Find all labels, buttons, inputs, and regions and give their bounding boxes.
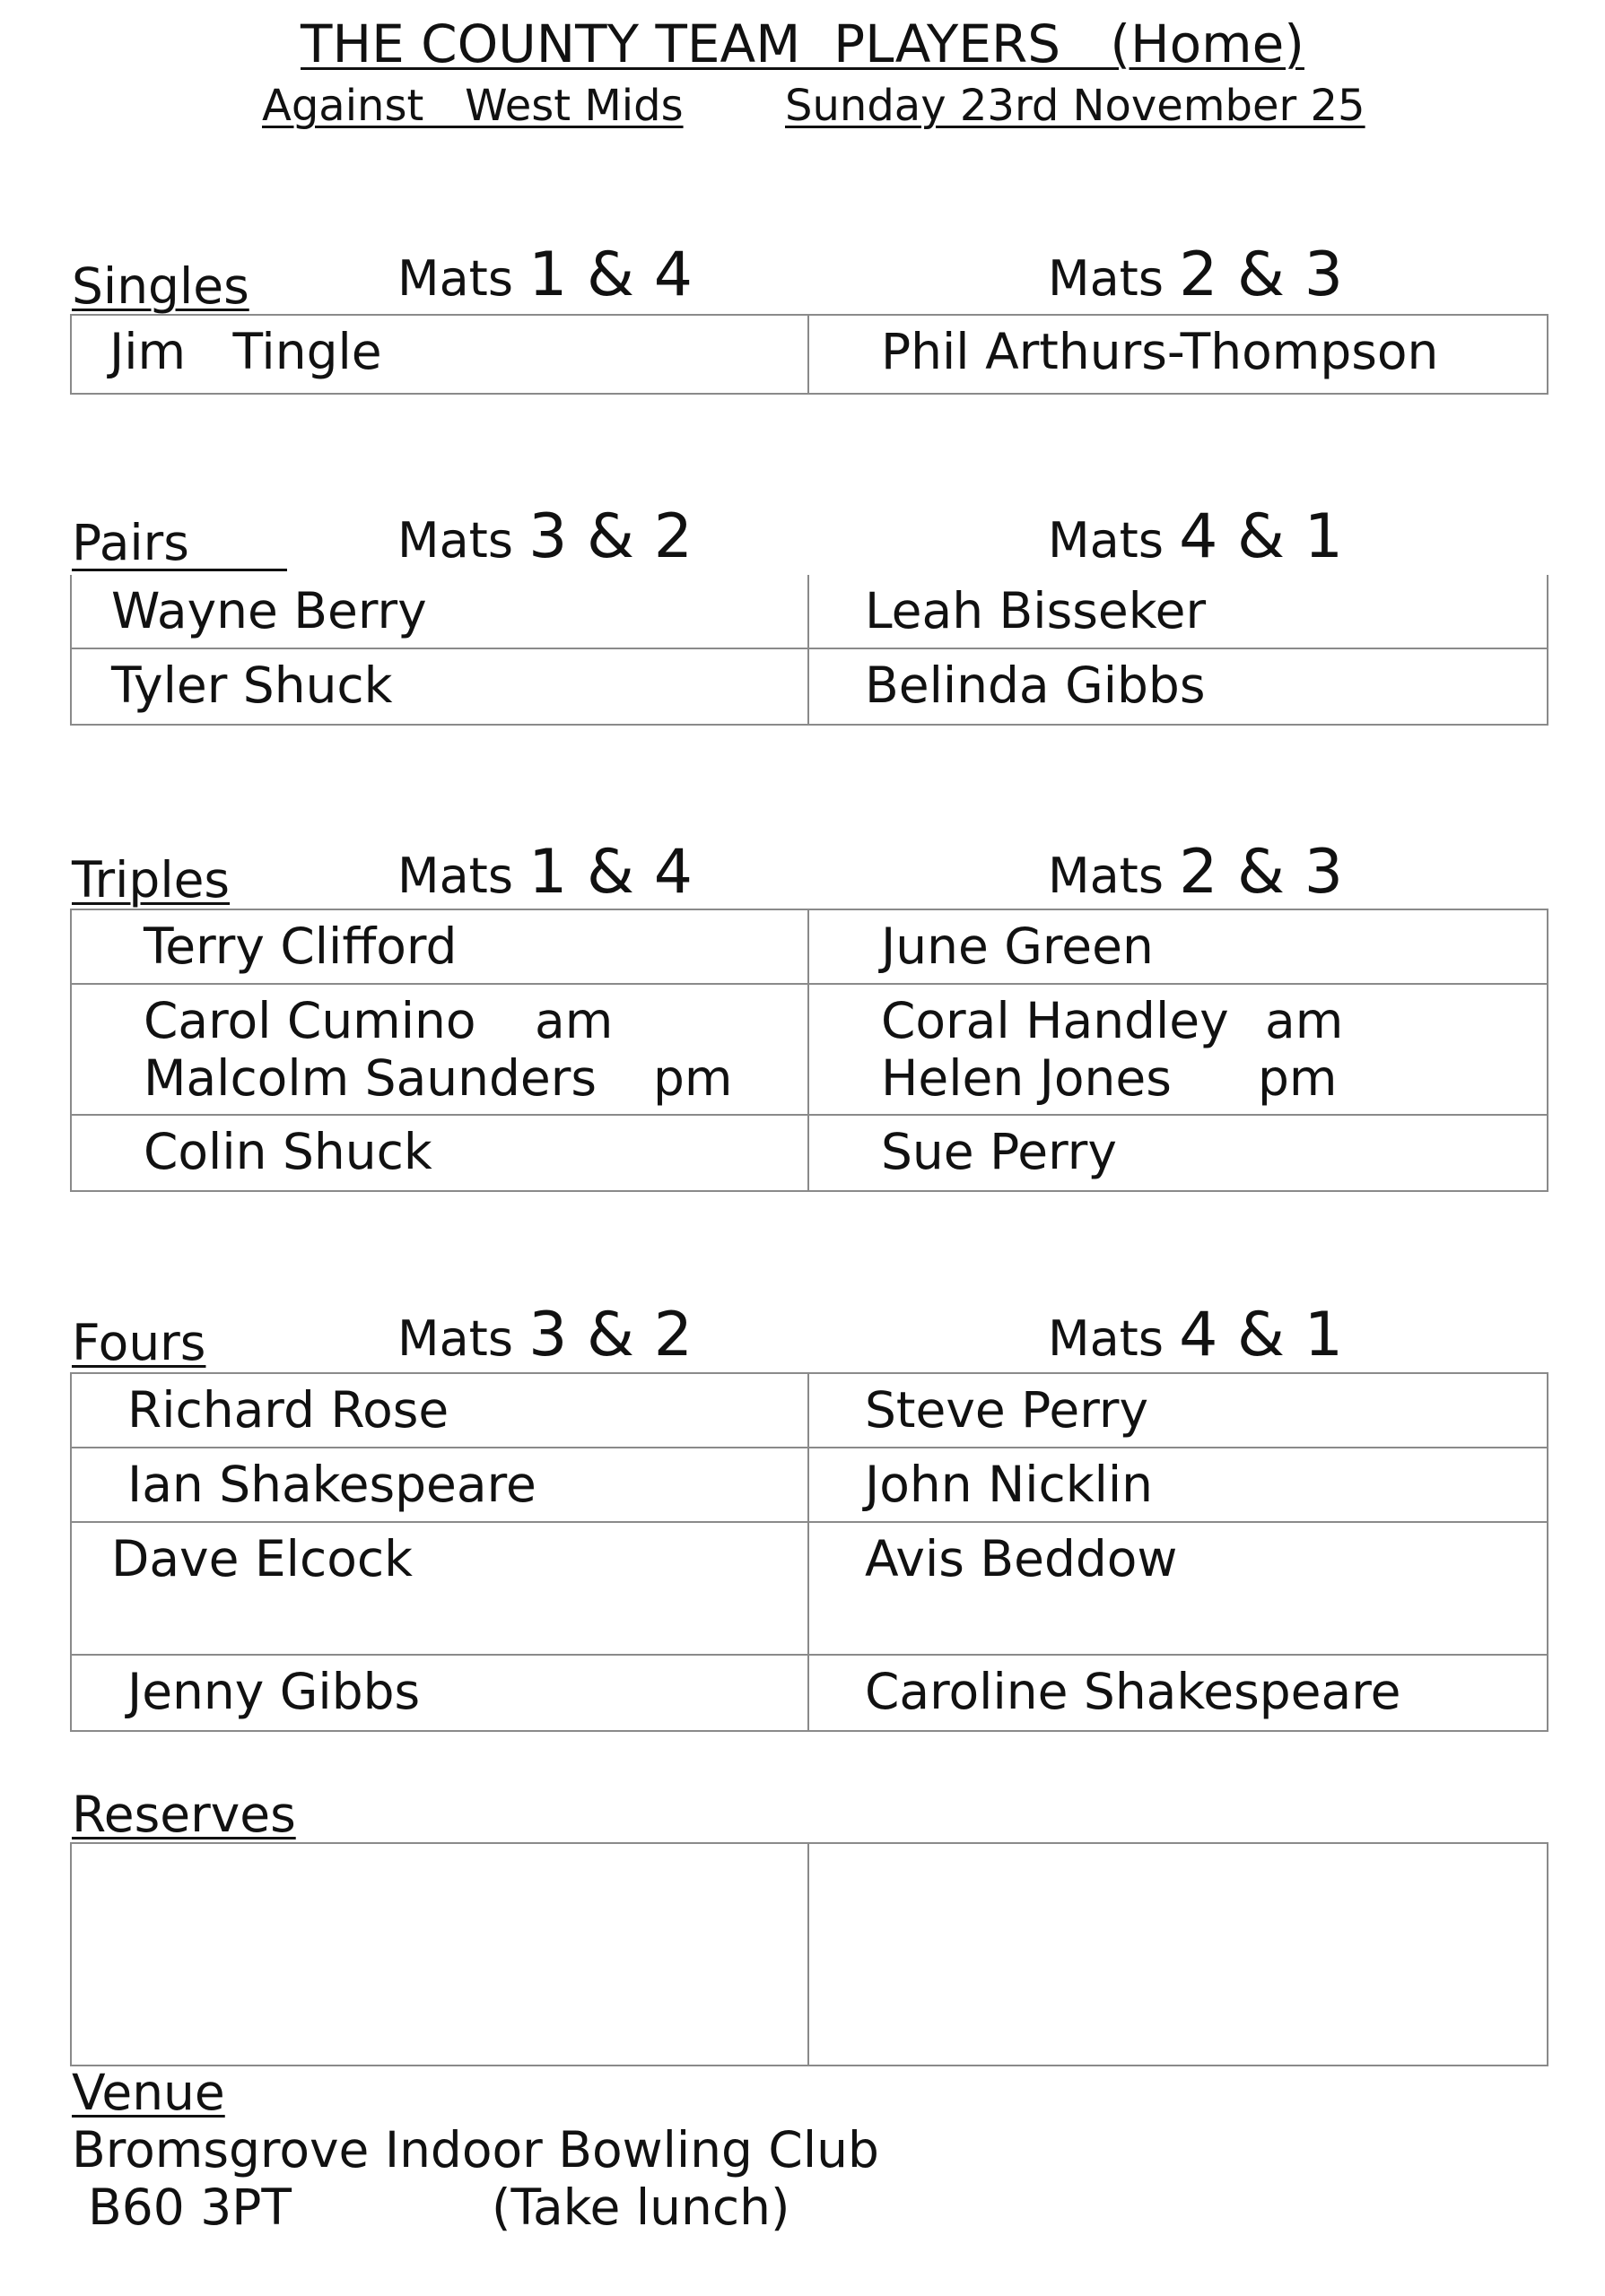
singles-mats-right: Mats 2 & 3: [1048, 239, 1343, 310]
fours-player-left-3: Dave Elcock: [72, 1523, 809, 1656]
pairs-label: Pairs: [72, 517, 287, 571]
reserves-left-cell: [72, 1844, 809, 2065]
reserves-table: [70, 1842, 1548, 2066]
triples-mats-right: Mats 2 & 3: [1048, 837, 1343, 908]
singles-player-right-1: Phil Arthurs-Thompson: [881, 323, 1439, 380]
page-title: THE COUNTY TEAM PLAYERS (Home): [301, 13, 1304, 74]
singles-player-left-1: Jim Tingle: [72, 316, 809, 393]
pairs-player-left-2: Tyler Shuck: [72, 649, 809, 724]
venue-label: Venue: [72, 2064, 225, 2121]
session-am: am: [1265, 992, 1344, 1049]
match-date: Sunday 23rd November 25: [785, 81, 1365, 131]
session-pm: pm: [653, 1049, 733, 1107]
venue-name: Bromsgrove Indoor Bowling Club: [72, 2121, 879, 2179]
triples-player-right-2: Coral Handley am Helen Jones pm: [809, 985, 1547, 1116]
fours-mats-right: Mats 4 & 1: [1048, 1300, 1343, 1370]
pairs-player-left-1: Wayne Berry: [72, 575, 809, 649]
fours-player-right-3: Avis Beddow: [809, 1523, 1547, 1656]
fours-table: [70, 1372, 1548, 1732]
singles-label: Singles: [72, 257, 249, 315]
singles-mats-left: Mats 1 & 4: [397, 239, 693, 310]
fours-player-left-2: Ian Shakespeare: [72, 1448, 809, 1523]
triples-player-left-1: Terry Clifford: [72, 910, 809, 985]
fours-label: Fours: [72, 1314, 206, 1371]
session-pm: pm: [1258, 1049, 1338, 1107]
fours-player-right-2: John Nicklin: [809, 1448, 1547, 1523]
venue-note: (Take lunch): [492, 2179, 790, 2236]
pairs-player-right-2: Belinda Gibbs: [865, 657, 1206, 714]
triples-table: [70, 909, 1548, 1192]
fours-mats-left: Mats 3 & 2: [397, 1300, 693, 1370]
pairs-mats-left: Mats 3 & 2: [397, 501, 693, 572]
triples-player-left-2: Carol Cumino am Malcolm Saunders pm: [72, 985, 809, 1116]
reserves-right-cell: [809, 1844, 1547, 2065]
triples-mats-left: Mats 1 & 4: [397, 837, 693, 908]
fours-player-left-4: Jenny Gibbs: [72, 1656, 809, 1730]
venue-postcode: B60 3PT: [88, 2179, 292, 2236]
triples-player-right-3: Sue Perry: [881, 1123, 1117, 1180]
pairs-mats-right: Mats 4 & 1: [1048, 501, 1343, 572]
pairs-player-right-1: Leah Bisseker: [809, 575, 1547, 649]
fours-player-right-4: Caroline Shakespeare: [865, 1663, 1401, 1720]
fours-player-left-1: Richard Rose: [72, 1374, 809, 1448]
triples-player-left-3: Colin Shuck: [72, 1116, 809, 1190]
session-am: am: [535, 992, 614, 1049]
singles-table: [70, 314, 1548, 395]
triples-player-right-1: June Green: [809, 910, 1547, 985]
fours-player-right-1: Steve Perry: [809, 1374, 1547, 1448]
triples-label: Triples: [72, 851, 231, 909]
opponent-label: Against West Mids: [262, 81, 684, 131]
pairs-table: [70, 575, 1548, 726]
reserves-label: Reserves: [72, 1786, 296, 1843]
